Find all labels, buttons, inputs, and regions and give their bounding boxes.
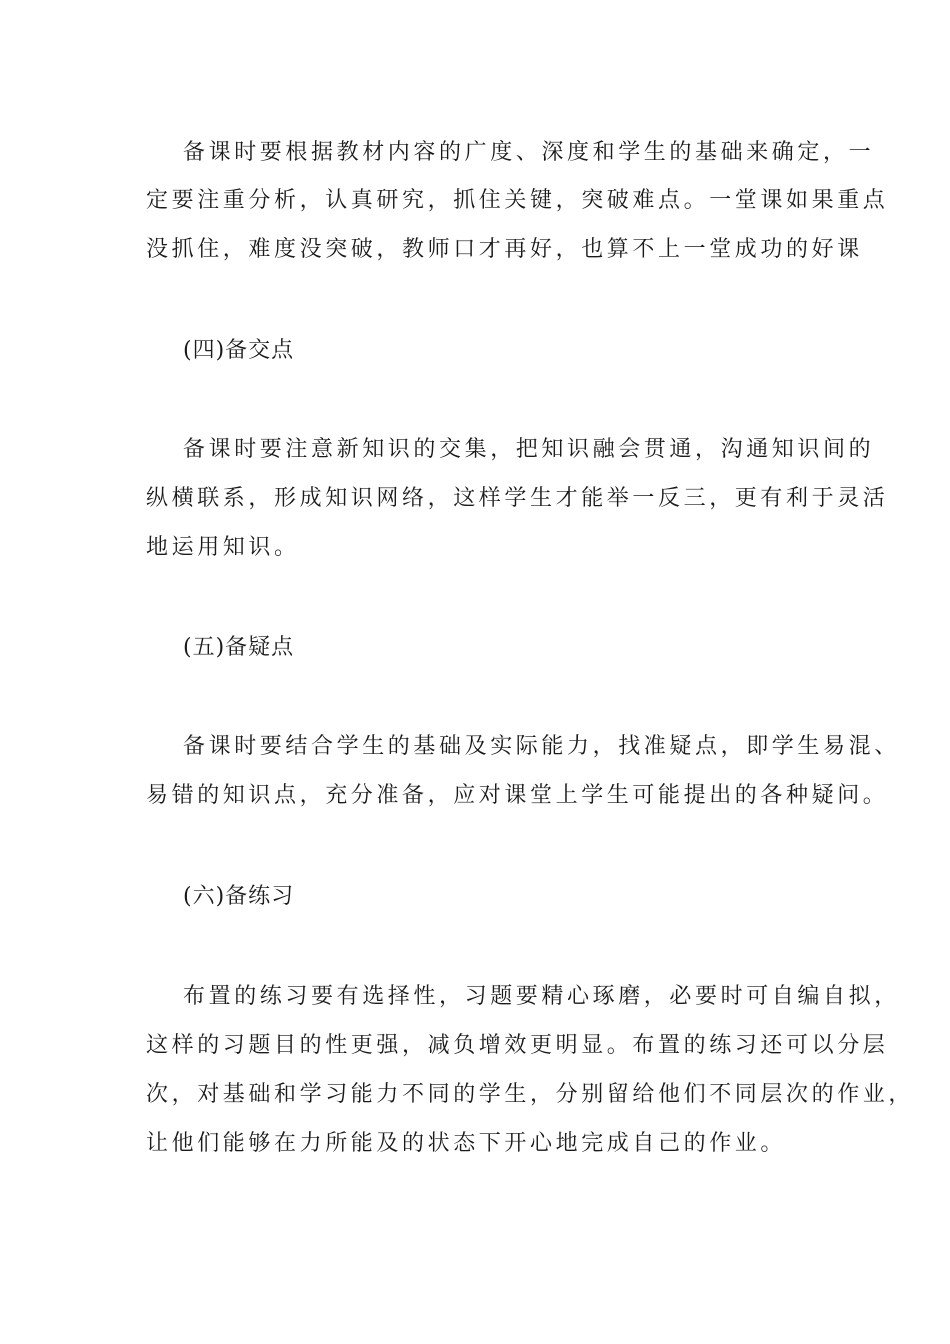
section-heading-4: (四)备交点	[183, 338, 295, 363]
paragraph-1-line-3: 没抓住，难度没突破，教师口才再好，也算不上一堂成功的好课	[146, 237, 863, 262]
paragraph-2-line-1: 备课时要注意新知识的交集，把知识融会贯通，沟通知识间的	[183, 437, 875, 462]
paragraph-4-line-2: 这样的习题目的性更强，减负增效更明显。布置的练习还可以分层	[146, 1033, 889, 1058]
paragraph-3-line-1: 备课时要结合学生的基础及实际能力，找准疑点，即学生易混、	[183, 734, 900, 759]
paragraph-2-line-3: 地运用知识。	[146, 535, 300, 560]
paragraph-4-line-3: 次，对基础和学习能力不同的学生，分别留给他们不同层次的作业，	[146, 1082, 915, 1107]
paragraph-4-line-4: 让他们能够在力所能及的状态下开心地完成自己的作业。	[146, 1131, 787, 1156]
paragraph-1-line-1: 备课时要根据教材内容的广度、深度和学生的基础来确定，一	[183, 140, 875, 165]
paragraph-4-line-1: 布置的练习要有选择性，习题要精心琢磨，必要时可自编自拟，	[183, 984, 900, 1009]
section-heading-5: (五)备疑点	[183, 635, 295, 660]
paragraph-3-line-2: 易错的知识点，充分准备，应对课堂上学生可能提出的各种疑问。	[146, 783, 889, 808]
paragraph-2-line-2: 纵横联系，形成知识网络，这样学生才能举一反三，更有利于灵活	[146, 486, 889, 511]
paragraph-1-line-2: 定要注重分析，认真研究，抓住关键，突破难点。一堂课如果重点	[146, 188, 889, 213]
section-heading-6: (六)备练习	[183, 884, 295, 909]
